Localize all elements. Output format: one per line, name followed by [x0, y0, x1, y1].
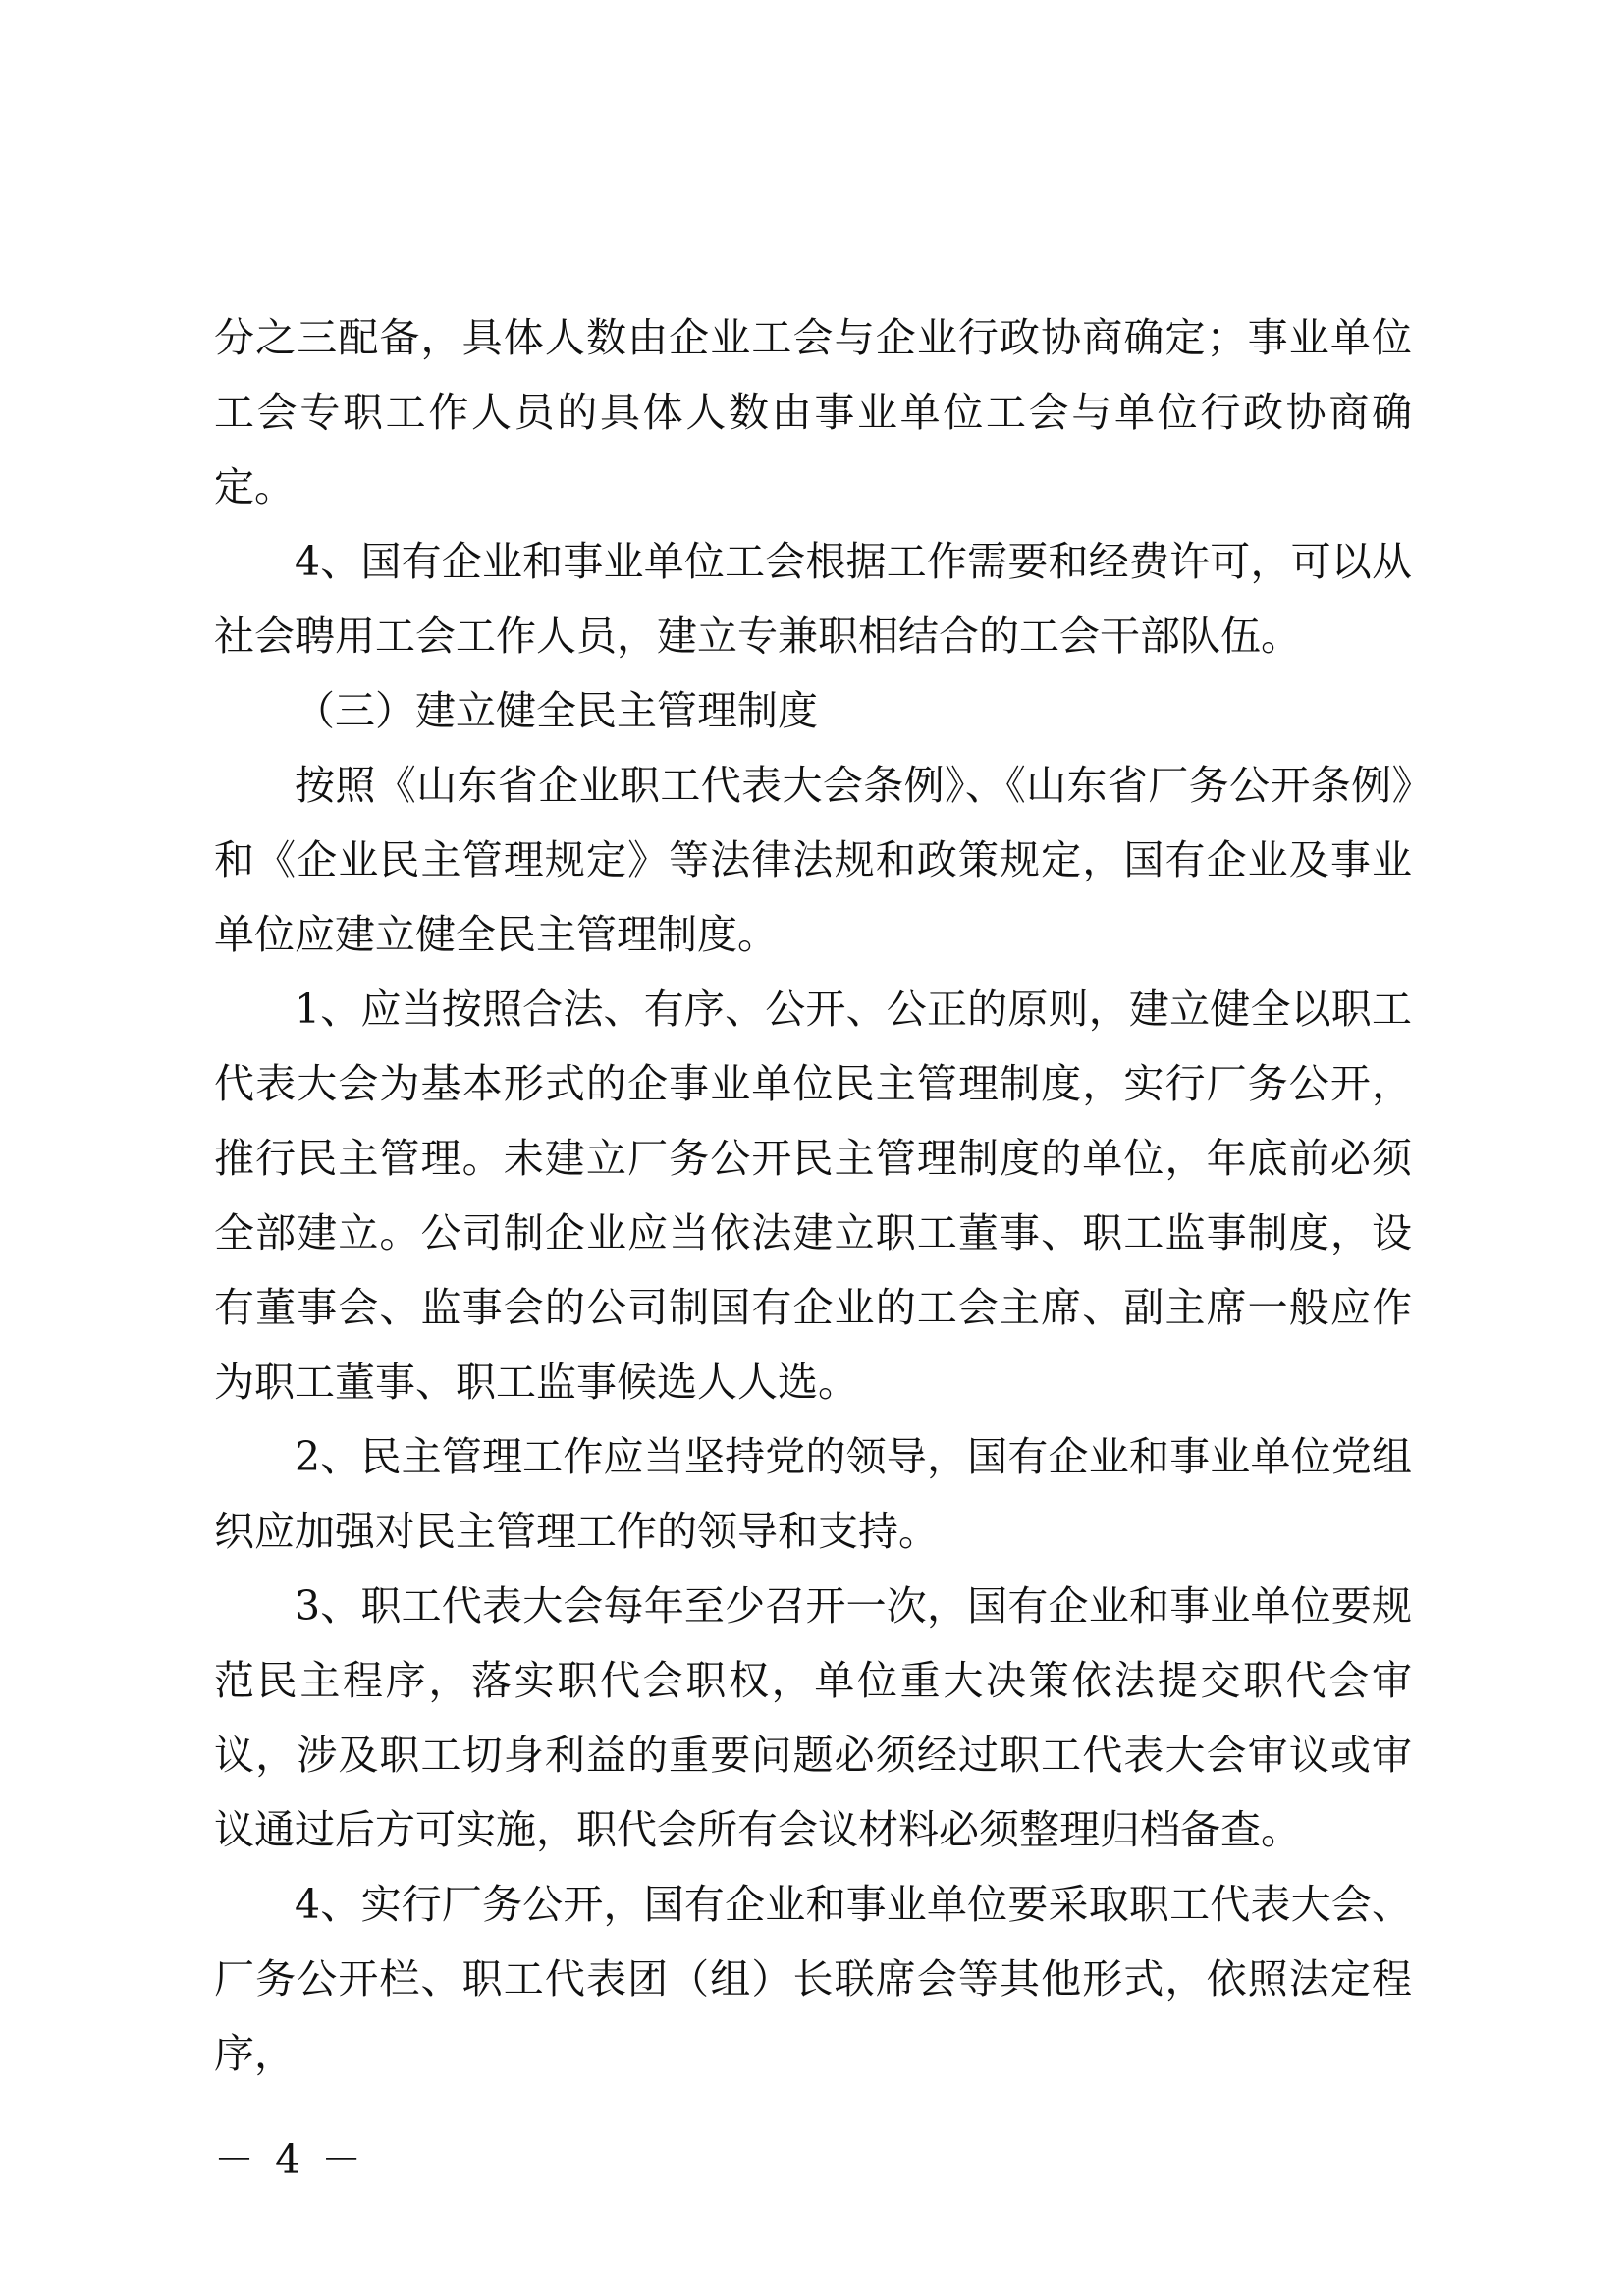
paragraph-item-1: 1、应当按照合法、有序、公开、公正的原则，建立健全以职工代表大会为基本形式的企事业单位民主管理制度，实行厂务公开，推行民主管理。未建立厂务公开民主管理制度的单位，年底前必须全部建立。公司制企业应当依法建立职工董事、职工监事制度，设有董事会、监事会的公司制国有企业的工会主席、副主席一般应作为职工董事、职工监事候选人人选。 — [214, 986, 1412, 1406]
page-number: － 4 － — [214, 2136, 366, 2183]
paragraph-item-4-staffing: 4、国有企业和事业单位工会根据工作需要和经费许可，可以从社会聘用工会工作人员，建立专兼职相结合的工会干部队伍。 — [214, 538, 1412, 660]
section-heading: （三）建立健全民主管理制度 — [295, 687, 818, 734]
paragraph-item-3: 3、职工代表大会每年至少召开一次，国有企业和事业单位要规范民主程序，落实职代会职权，单位重大决策依法提交职代会审议，涉及职工切身利益的重要问题必须经过职工代表大会审议或审议通过后方可实施，职代会所有会议材料必须整理归档备查。 — [214, 1582, 1412, 1853]
paragraph-continuation: 分之三配备，具体人数由企业工会与企业行政协商确定；事业单位工会专职工作人员的具体人数由事业单位工会与单位行政协商确定。 — [214, 314, 1412, 510]
paragraph-item-2: 2、民主管理工作应当坚持党的领导，国有企业和事业单位党组织应加强对民主管理工作的领导和支持。 — [214, 1433, 1412, 1555]
document-body — [214, 300, 1412, 2091]
paragraph-item-4: 4、实行厂务公开，国有企业和事业单位要采取职工代表大会、厂务公开栏、职工代表团（组）长联席会等其他形式，依照法定程序， — [214, 1881, 1412, 2077]
paragraph-intro: 按照《山东省企业职工代表大会条例》、《山东省厂务公开条例》和《企业民主管理规定》等法律法规和政策规定，国有企业及事业单位应建立健全民主管理制度。 — [214, 762, 1412, 958]
